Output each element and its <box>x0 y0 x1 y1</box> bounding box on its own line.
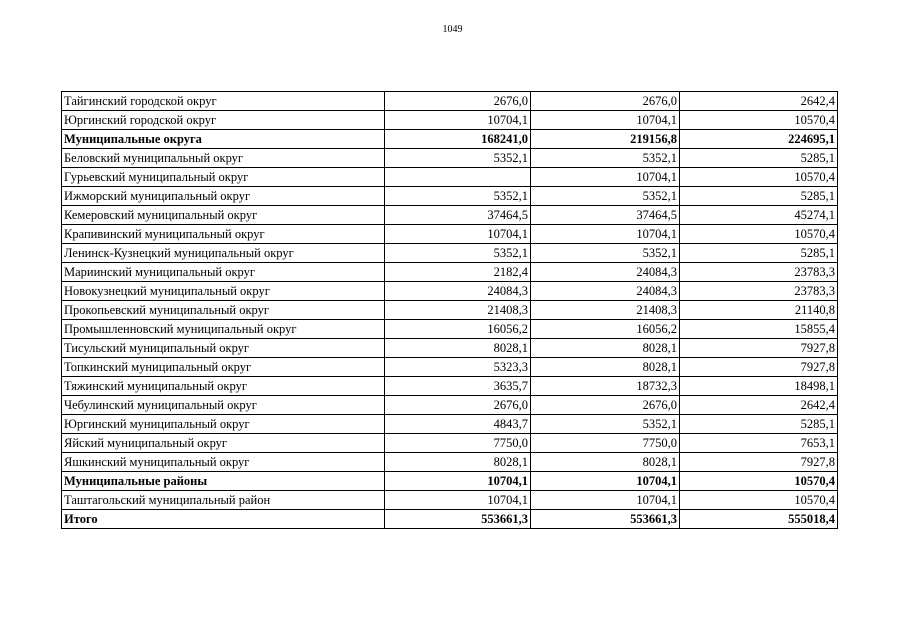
value-1-cell: 10704,1 <box>385 472 531 491</box>
value-1-cell: 10704,1 <box>385 225 531 244</box>
row-name-cell: Тайгинский городской округ <box>62 92 385 111</box>
value-3-cell: 23783,3 <box>680 263 838 282</box>
table-row <box>62 130 838 149</box>
value-2-cell: 18732,3 <box>531 377 680 396</box>
value-3-cell: 23783,3 <box>680 282 838 301</box>
row-name-cell: Топкинский муниципальный округ <box>62 358 385 377</box>
value-1-cell: 2676,0 <box>385 92 531 111</box>
value-2-cell: 5352,1 <box>531 415 680 434</box>
row-name-cell: Итого <box>62 510 385 529</box>
row-name-cell: Юргинский муниципальный округ <box>62 415 385 434</box>
value-1-cell: 3635,7 <box>385 377 531 396</box>
value-1-cell: 2182,4 <box>385 263 531 282</box>
value-3-cell: 45274,1 <box>680 206 838 225</box>
row-name-cell: Тяжинский муниципальный округ <box>62 377 385 396</box>
value-3-cell: 5285,1 <box>680 415 838 434</box>
value-1-cell: 7750,0 <box>385 434 531 453</box>
page-number: 1049 <box>442 24 463 35</box>
value-2-cell: 8028,1 <box>531 358 680 377</box>
row-name-cell: Беловский муниципальный округ <box>62 149 385 168</box>
value-3-cell: 18498,1 <box>680 377 838 396</box>
value-3-cell: 224695,1 <box>680 130 838 149</box>
value-2-cell: 16056,2 <box>531 320 680 339</box>
value-1-cell: 10704,1 <box>385 111 531 130</box>
value-3-cell: 10570,4 <box>680 225 838 244</box>
value-1-cell: 5352,1 <box>385 149 531 168</box>
table-row <box>62 339 838 358</box>
value-3-cell: 15855,4 <box>680 320 838 339</box>
value-3-cell: 5285,1 <box>680 187 838 206</box>
table-row <box>62 111 838 130</box>
table-row <box>62 434 838 453</box>
table-row <box>62 263 838 282</box>
value-2-cell: 8028,1 <box>531 339 680 358</box>
table-row <box>62 206 838 225</box>
table-row <box>62 168 838 187</box>
value-1-cell: 5323,3 <box>385 358 531 377</box>
row-name-cell: Мариинский муниципальный округ <box>62 263 385 282</box>
table-row <box>62 225 838 244</box>
table-row <box>62 244 838 263</box>
table-row <box>62 320 838 339</box>
value-2-cell: 24084,3 <box>531 263 680 282</box>
budget-table <box>61 91 838 529</box>
value-2-cell: 37464,5 <box>531 206 680 225</box>
value-1-cell: 168241,0 <box>385 130 531 149</box>
value-3-cell: 21140,8 <box>680 301 838 320</box>
table-row <box>62 149 838 168</box>
value-1-cell: 5352,1 <box>385 244 531 263</box>
value-1-cell: 2676,0 <box>385 396 531 415</box>
table-row <box>62 453 838 472</box>
value-3-cell: 555018,4 <box>680 510 838 529</box>
row-name-cell: Яйский муниципальный округ <box>62 434 385 453</box>
value-1-cell: 21408,3 <box>385 301 531 320</box>
row-name-cell: Крапивинский муниципальный округ <box>62 225 385 244</box>
value-2-cell: 8028,1 <box>531 453 680 472</box>
value-3-cell: 10570,4 <box>680 111 838 130</box>
value-1-cell: 24084,3 <box>385 282 531 301</box>
value-3-cell: 7927,8 <box>680 358 838 377</box>
value-1-cell: 37464,5 <box>385 206 531 225</box>
table-row <box>62 377 838 396</box>
row-name-cell: Новокузнецкий муниципальный округ <box>62 282 385 301</box>
table-row <box>62 396 838 415</box>
row-name-cell: Муниципальные округа <box>62 130 385 149</box>
row-name-cell: Промышленновский муниципальный округ <box>62 320 385 339</box>
table-row <box>62 415 838 434</box>
row-name-cell: Чебулинский муниципальный округ <box>62 396 385 415</box>
value-2-cell: 5352,1 <box>531 187 680 206</box>
table-body <box>62 92 838 529</box>
value-1-cell: 8028,1 <box>385 453 531 472</box>
value-1-cell: 10704,1 <box>385 491 531 510</box>
value-3-cell: 5285,1 <box>680 149 838 168</box>
value-2-cell: 10704,1 <box>531 472 680 491</box>
value-2-cell: 10704,1 <box>531 225 680 244</box>
value-3-cell: 7927,8 <box>680 339 838 358</box>
row-name-cell: Юргинский городской округ <box>62 111 385 130</box>
value-2-cell: 2676,0 <box>531 396 680 415</box>
table-row <box>62 491 838 510</box>
row-name-cell: Ижморский муниципальный округ <box>62 187 385 206</box>
table-row <box>62 472 838 491</box>
row-name-cell: Кемеровский муниципальный округ <box>62 206 385 225</box>
value-2-cell: 7750,0 <box>531 434 680 453</box>
row-name-cell: Таштагольский муниципальный район <box>62 491 385 510</box>
row-name-cell: Прокопьевский муниципальный округ <box>62 301 385 320</box>
row-name-cell: Гурьевский муниципальный округ <box>62 168 385 187</box>
row-name-cell: Яшкинский муниципальный округ <box>62 453 385 472</box>
value-2-cell: 5352,1 <box>531 244 680 263</box>
value-2-cell: 10704,1 <box>531 168 680 187</box>
table-row <box>62 358 838 377</box>
row-name-cell: Ленинск-Кузнецкий муниципальный округ <box>62 244 385 263</box>
value-1-cell: 4843,7 <box>385 415 531 434</box>
table-row <box>62 282 838 301</box>
value-2-cell: 10704,1 <box>531 491 680 510</box>
value-2-cell: 24084,3 <box>531 282 680 301</box>
table-row <box>62 301 838 320</box>
value-3-cell: 7653,1 <box>680 434 838 453</box>
value-3-cell: 10570,4 <box>680 168 838 187</box>
table-row <box>62 510 838 529</box>
value-3-cell: 2642,4 <box>680 396 838 415</box>
value-2-cell: 5352,1 <box>531 149 680 168</box>
row-name-cell: Муниципальные районы <box>62 472 385 491</box>
value-2-cell: 553661,3 <box>531 510 680 529</box>
value-1-cell: 553661,3 <box>385 510 531 529</box>
value-2-cell: 219156,8 <box>531 130 680 149</box>
value-3-cell: 10570,4 <box>680 491 838 510</box>
value-2-cell: 21408,3 <box>531 301 680 320</box>
value-1-cell: 5352,1 <box>385 187 531 206</box>
table-row <box>62 187 838 206</box>
value-1-cell: 8028,1 <box>385 339 531 358</box>
value-1-cell <box>385 168 531 187</box>
value-2-cell: 2676,0 <box>531 92 680 111</box>
value-1-cell: 16056,2 <box>385 320 531 339</box>
value-3-cell: 10570,4 <box>680 472 838 491</box>
value-3-cell: 7927,8 <box>680 453 838 472</box>
table-row <box>62 92 838 111</box>
value-2-cell: 10704,1 <box>531 111 680 130</box>
row-name-cell: Тисульский муниципальный округ <box>62 339 385 358</box>
value-3-cell: 5285,1 <box>680 244 838 263</box>
value-3-cell: 2642,4 <box>680 92 838 111</box>
